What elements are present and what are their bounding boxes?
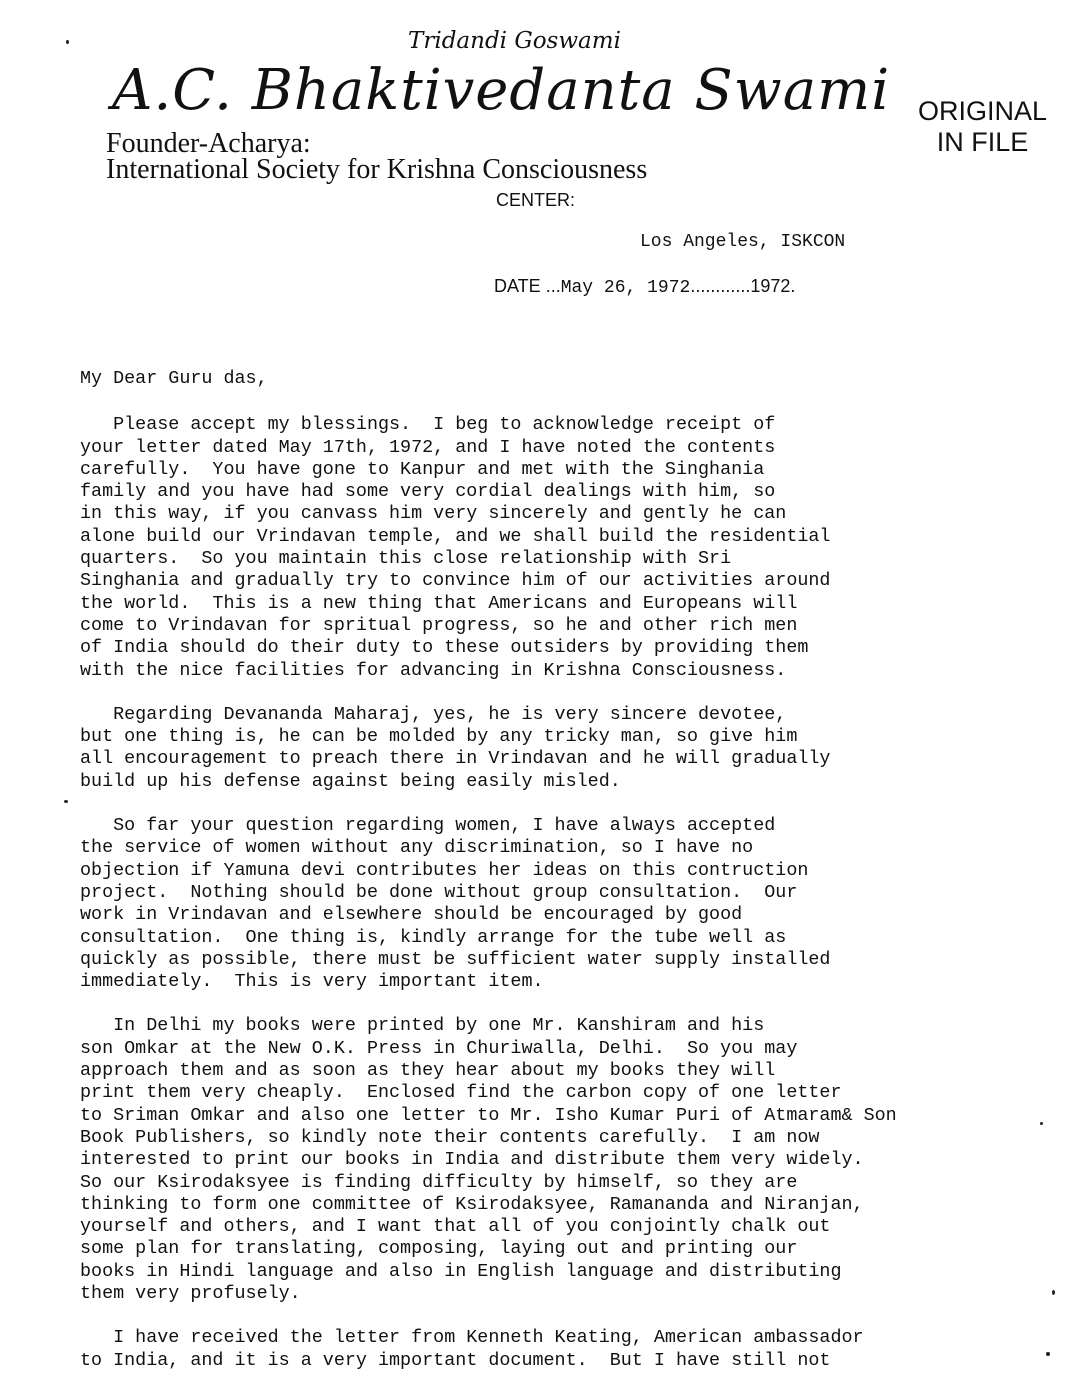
scan-speck: [66, 40, 69, 44]
letter-line: I have received the letter from Kenneth Keating, American ambassador: [80, 1327, 864, 1349]
letter-line: So far your question regarding women, I have always accepted: [80, 815, 776, 837]
letter-line: work in Vrindavan and elsewhere should be encouraged by good: [80, 904, 743, 926]
letter-line: approach them and as soon as they hear about my books they will: [80, 1060, 776, 1082]
letter-line: your letter dated May 17th, 1972, and I have noted the contents: [80, 436, 776, 458]
letter-line: family and you have had some very cordial dealings with him, so: [80, 481, 776, 503]
letter-paragraph: [80, 1327, 1070, 1372]
scan-speck: [1046, 1352, 1050, 1356]
salutation: My Dear Guru das,: [80, 368, 268, 389]
letter-line: with the nice facilities for advancing in Krishna Consciousness.: [80, 659, 787, 681]
letter-body: [80, 368, 1070, 1394]
date-label: DATE: [494, 276, 541, 296]
letter-line: interested to print our books in India and distribute them very widely.: [80, 1149, 864, 1171]
original-in-file-stamp: [918, 96, 1047, 158]
letterhead-title: Tridandi Goswami: [408, 28, 621, 54]
stamp-line-1: ORIGINAL: [918, 96, 1048, 126]
letter-line: books in Hindi language and also in English language and distributing: [80, 1260, 842, 1282]
letter-line: Singhania and gradually try to convince him of our activities around: [80, 570, 831, 592]
letterhead-name: A.C. Bhaktivedanta Swami: [112, 58, 891, 123]
letter-paragraph: [80, 414, 1070, 682]
letter-line: immediately. This is very important item.: [80, 971, 544, 993]
letter-line: some plan for translating, composing, laying out and printing our: [80, 1238, 798, 1260]
scan-speck: [64, 800, 68, 803]
letter-line: Please accept my blessings. I beg to acknowledge receipt of: [80, 414, 776, 436]
center-location: Los Angeles, ISKCON: [640, 232, 846, 252]
letter-paragraph: [80, 815, 1070, 993]
date-printed-year: 1972.: [750, 276, 796, 296]
letter-paragraph: [80, 1015, 1070, 1305]
letter-line: print them very cheaply. Enclosed find the carbon copy of one letter: [80, 1082, 842, 1104]
letterhead-society: International Society for Krishna Consciousness: [106, 154, 648, 185]
letterhead-center-label: CENTER:: [496, 190, 576, 210]
date-line: DATE ...May 26, 1972............1972.: [494, 276, 796, 298]
letterhead-founder: Founder-Acharya:: [106, 128, 311, 159]
letter-line: the service of women without any discrimination, so I have no: [80, 837, 754, 859]
letter-line: come to Vrindavan for spritual progress, so he and other rich men: [80, 614, 798, 636]
letter-line: the world. This is a new thing that Americans and Europeans will: [80, 592, 798, 614]
letter-line: quarters. So you maintain this close relationship with Sri: [80, 548, 732, 570]
letter-line: to Sriman Omkar and also one letter to Mr. Isho Kumar Puri of Atmaram& Son: [80, 1104, 897, 1126]
letter-line: them very profusely.: [80, 1282, 301, 1304]
letter-line: but one thing is, he can be molded by any tricky man, so give him: [80, 726, 798, 748]
scan-speck: [1040, 1122, 1043, 1125]
letter-line: all encouragement to preach there in Vrindavan and he will gradually: [80, 748, 831, 770]
scan-speck: [1052, 1290, 1055, 1295]
letter-line: quickly as possible, there must be sufficient water supply installed: [80, 948, 831, 970]
letter-line: carefully. You have gone to Kanpur and met with the Singhania: [80, 458, 765, 480]
letter-line: So our Ksirodaksyee is finding difficulty by himself, so they are: [80, 1171, 798, 1193]
letter-paragraph: [80, 704, 1070, 793]
letter-line: Regarding Devananda Maharaj, yes, he is very sincere devotee,: [80, 703, 787, 725]
letter-line: objection if Yamuna devi contributes her ideas on this contruction: [80, 859, 809, 881]
date-value: May 26, 1972: [560, 278, 691, 298]
letter-line: project. Nothing should be done without group consultation. Our: [80, 881, 798, 903]
letter-line: build up his defense against being easily misled.: [80, 770, 621, 792]
letter-line: yourself and others, and I want that all of you conjointly chalk out: [80, 1216, 831, 1238]
letter-line: son Omkar at the New O.K. Press in Churiwalla, Delhi. So you may: [80, 1037, 798, 1059]
letter-line: of India should do their duty to these outsiders by providing them: [80, 637, 809, 659]
letter-paragraphs: [80, 414, 1070, 1372]
letter-line: to India, and it is a very important document. But I have still not: [80, 1349, 831, 1371]
letter-line: alone build our Vrindavan temple, and we shall build the residential: [80, 525, 831, 547]
stamp-line-2: IN FILE: [936, 127, 1029, 157]
letter-line: in this way, if you canvass him very sincerely and gently he can: [80, 503, 787, 525]
letter-line: thinking to form one committee of Ksirodaksyee, Ramananda and Niranjan,: [80, 1193, 864, 1215]
letter-line: In Delhi my books were printed by one Mr. Kanshiram and his: [80, 1015, 765, 1037]
letter-line: Book Publishers, so kindly note their contents carefully. I am now: [80, 1126, 820, 1148]
letter-line: consultation. One thing is, kindly arrange for the tube well as: [80, 926, 787, 948]
